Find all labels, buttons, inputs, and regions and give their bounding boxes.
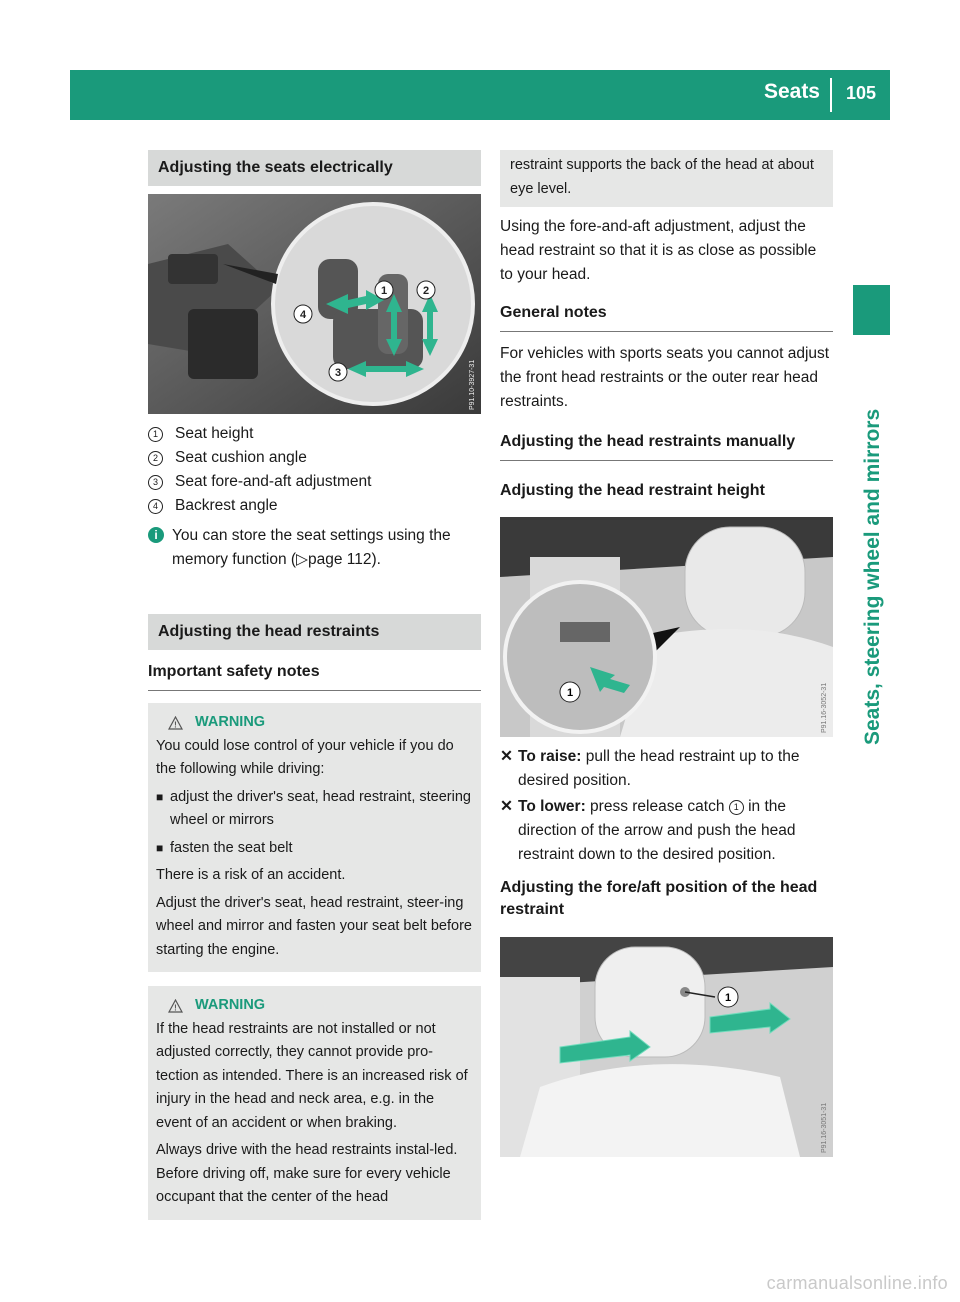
subhead-safety-notes: Important safety notes <box>148 656 481 691</box>
info-text: You can store the seat settings using the memory function ( <box>172 527 451 568</box>
figure-callout-4: 4 <box>299 309 307 321</box>
legend-item <box>148 446 481 470</box>
right-column <box>500 150 833 1157</box>
legend-text: Seat height <box>175 425 254 442</box>
info-note <box>148 524 481 572</box>
side-tab-marker <box>853 285 890 335</box>
seat-legend <box>148 422 481 518</box>
warning-triangle-icon <box>168 999 183 1013</box>
warning-continued-text: restraint supports the back of the head at about eye level. <box>510 157 814 197</box>
header-title: Seats <box>763 80 820 103</box>
warning-text: If the head restraints are not installed or not adjusted correctly, they cannot provide pro-tection as intended. There is an increased risk of injury in the head and neck area, e.g. in the event of an accident or when braking. <box>156 1020 468 1131</box>
header-separator <box>830 78 832 112</box>
legend-item <box>148 494 481 518</box>
step-label: To lower: <box>518 798 586 815</box>
steps-list <box>500 745 833 867</box>
figure-callout-3: 3 <box>334 367 342 379</box>
warning-box-continued <box>500 150 833 207</box>
warning-bullet <box>156 786 473 833</box>
page-ref-arrow-icon: ▷ <box>296 551 308 568</box>
warning-box-1 <box>148 703 481 972</box>
step-tail: in the direction of the arrow and push the head restraint down to the desired position. <box>518 798 796 863</box>
legend-text: Seat fore-and-aft adjustment <box>175 473 372 490</box>
step-arrow-icon: ✕ <box>500 748 513 765</box>
info-tail: ). <box>371 551 381 568</box>
warning-title <box>156 711 473 735</box>
left-column <box>148 150 481 1220</box>
head-restraint-height-figure <box>500 517 833 737</box>
figure-callout-1: 1 <box>566 687 574 699</box>
warning-title-text: WARNING <box>195 714 266 730</box>
legend-number: 1 <box>148 427 163 442</box>
warning-bullet <box>156 837 473 861</box>
legend-number: 2 <box>148 451 163 466</box>
legend-text: Backrest angle <box>175 497 278 514</box>
svg-text:!: ! <box>174 1003 177 1013</box>
figure-code: P91.16-3052-31 <box>821 682 828 733</box>
info-page-link[interactable]: page 112 <box>307 551 372 568</box>
page-number: 105 <box>845 83 876 103</box>
step-arrow-icon: ✕ <box>500 798 513 815</box>
warning-advice: Adjust the driver's seat, head restraint, steer-ing wheel and mirror and fasten your seat belt before starting the engine. <box>156 894 472 958</box>
subhead-manual-adjust: Adjusting the head restraints manually <box>500 426 833 461</box>
legend-number: 3 <box>148 475 163 490</box>
warning-risk: There is a risk of an accident. <box>156 867 346 883</box>
legend-item <box>148 470 481 494</box>
figure-callout-1: 1 <box>724 992 732 1004</box>
legend-number: 4 <box>148 499 163 514</box>
head-restraint-height-illustration <box>500 517 833 737</box>
warning-triangle-icon <box>168 716 183 730</box>
head-restraint-foreaft-figure <box>500 937 833 1157</box>
warning-title <box>156 994 473 1018</box>
bullet-icon: ■ <box>156 789 164 804</box>
figure-callout-1: 1 <box>380 285 388 297</box>
figure-code: P91.10-3927-31 <box>469 359 476 410</box>
section-title-head-restraints: Adjusting the head restraints <box>148 614 481 650</box>
figure-callout-2: 2 <box>422 285 430 297</box>
seat-controls-figure <box>148 194 481 414</box>
step-number: 1 <box>729 800 744 815</box>
bullet-text: adjust the driver's seat, head restraint, steering wheel or mirrors <box>170 788 471 828</box>
watermark: carmanualsonline.info <box>766 1273 948 1293</box>
step-text: pull the head restraint up to the desired position. <box>518 748 800 789</box>
side-tab-label: Seats, steering wheel and mirrors <box>861 408 884 745</box>
page-header-bar <box>70 70 890 120</box>
warning-title-text: WARNING <box>195 997 266 1013</box>
warning-text: Always drive with the head restraints instal-led. Before driving off, make sure for every vehicle occupant that the center of the head <box>156 1142 458 1205</box>
general-notes-text: For vehicles with sports seats you cannot adjust the front head restraints or the outer rear head restraints. <box>500 345 830 410</box>
section-title-seats: Adjusting the seats electrically <box>148 150 481 186</box>
subhead-fore-aft: Adjusting the fore/aft position of the head restraint <box>500 879 818 918</box>
step-label: To raise: <box>518 748 582 765</box>
legend-item <box>148 422 481 446</box>
subhead-height: Adjusting the head restraint height <box>500 482 765 499</box>
head-restraint-foreaft-illustration <box>500 937 833 1157</box>
paragraph: Using the fore-and-aft adjustment, adjust the head restraint so that it is as close as possible to your head. <box>500 218 817 283</box>
warning-intro: You could lose control of your vehicle if you do the following while driving: <box>156 737 454 777</box>
figure-code: P91.16-3051-31 <box>821 1102 828 1153</box>
seat-controls-illustration <box>148 194 481 414</box>
step-text: press release catch <box>585 798 729 815</box>
info-icon: i <box>148 527 164 543</box>
bullet-icon: ■ <box>156 840 164 855</box>
step-item <box>500 745 833 793</box>
bullet-text: fasten the seat belt <box>170 839 293 856</box>
svg-text:!: ! <box>174 720 177 730</box>
legend-text: Seat cushion angle <box>175 449 307 466</box>
warning-box-2 <box>148 986 481 1220</box>
subhead-general-notes: General notes <box>500 297 833 332</box>
step-item <box>500 795 833 867</box>
